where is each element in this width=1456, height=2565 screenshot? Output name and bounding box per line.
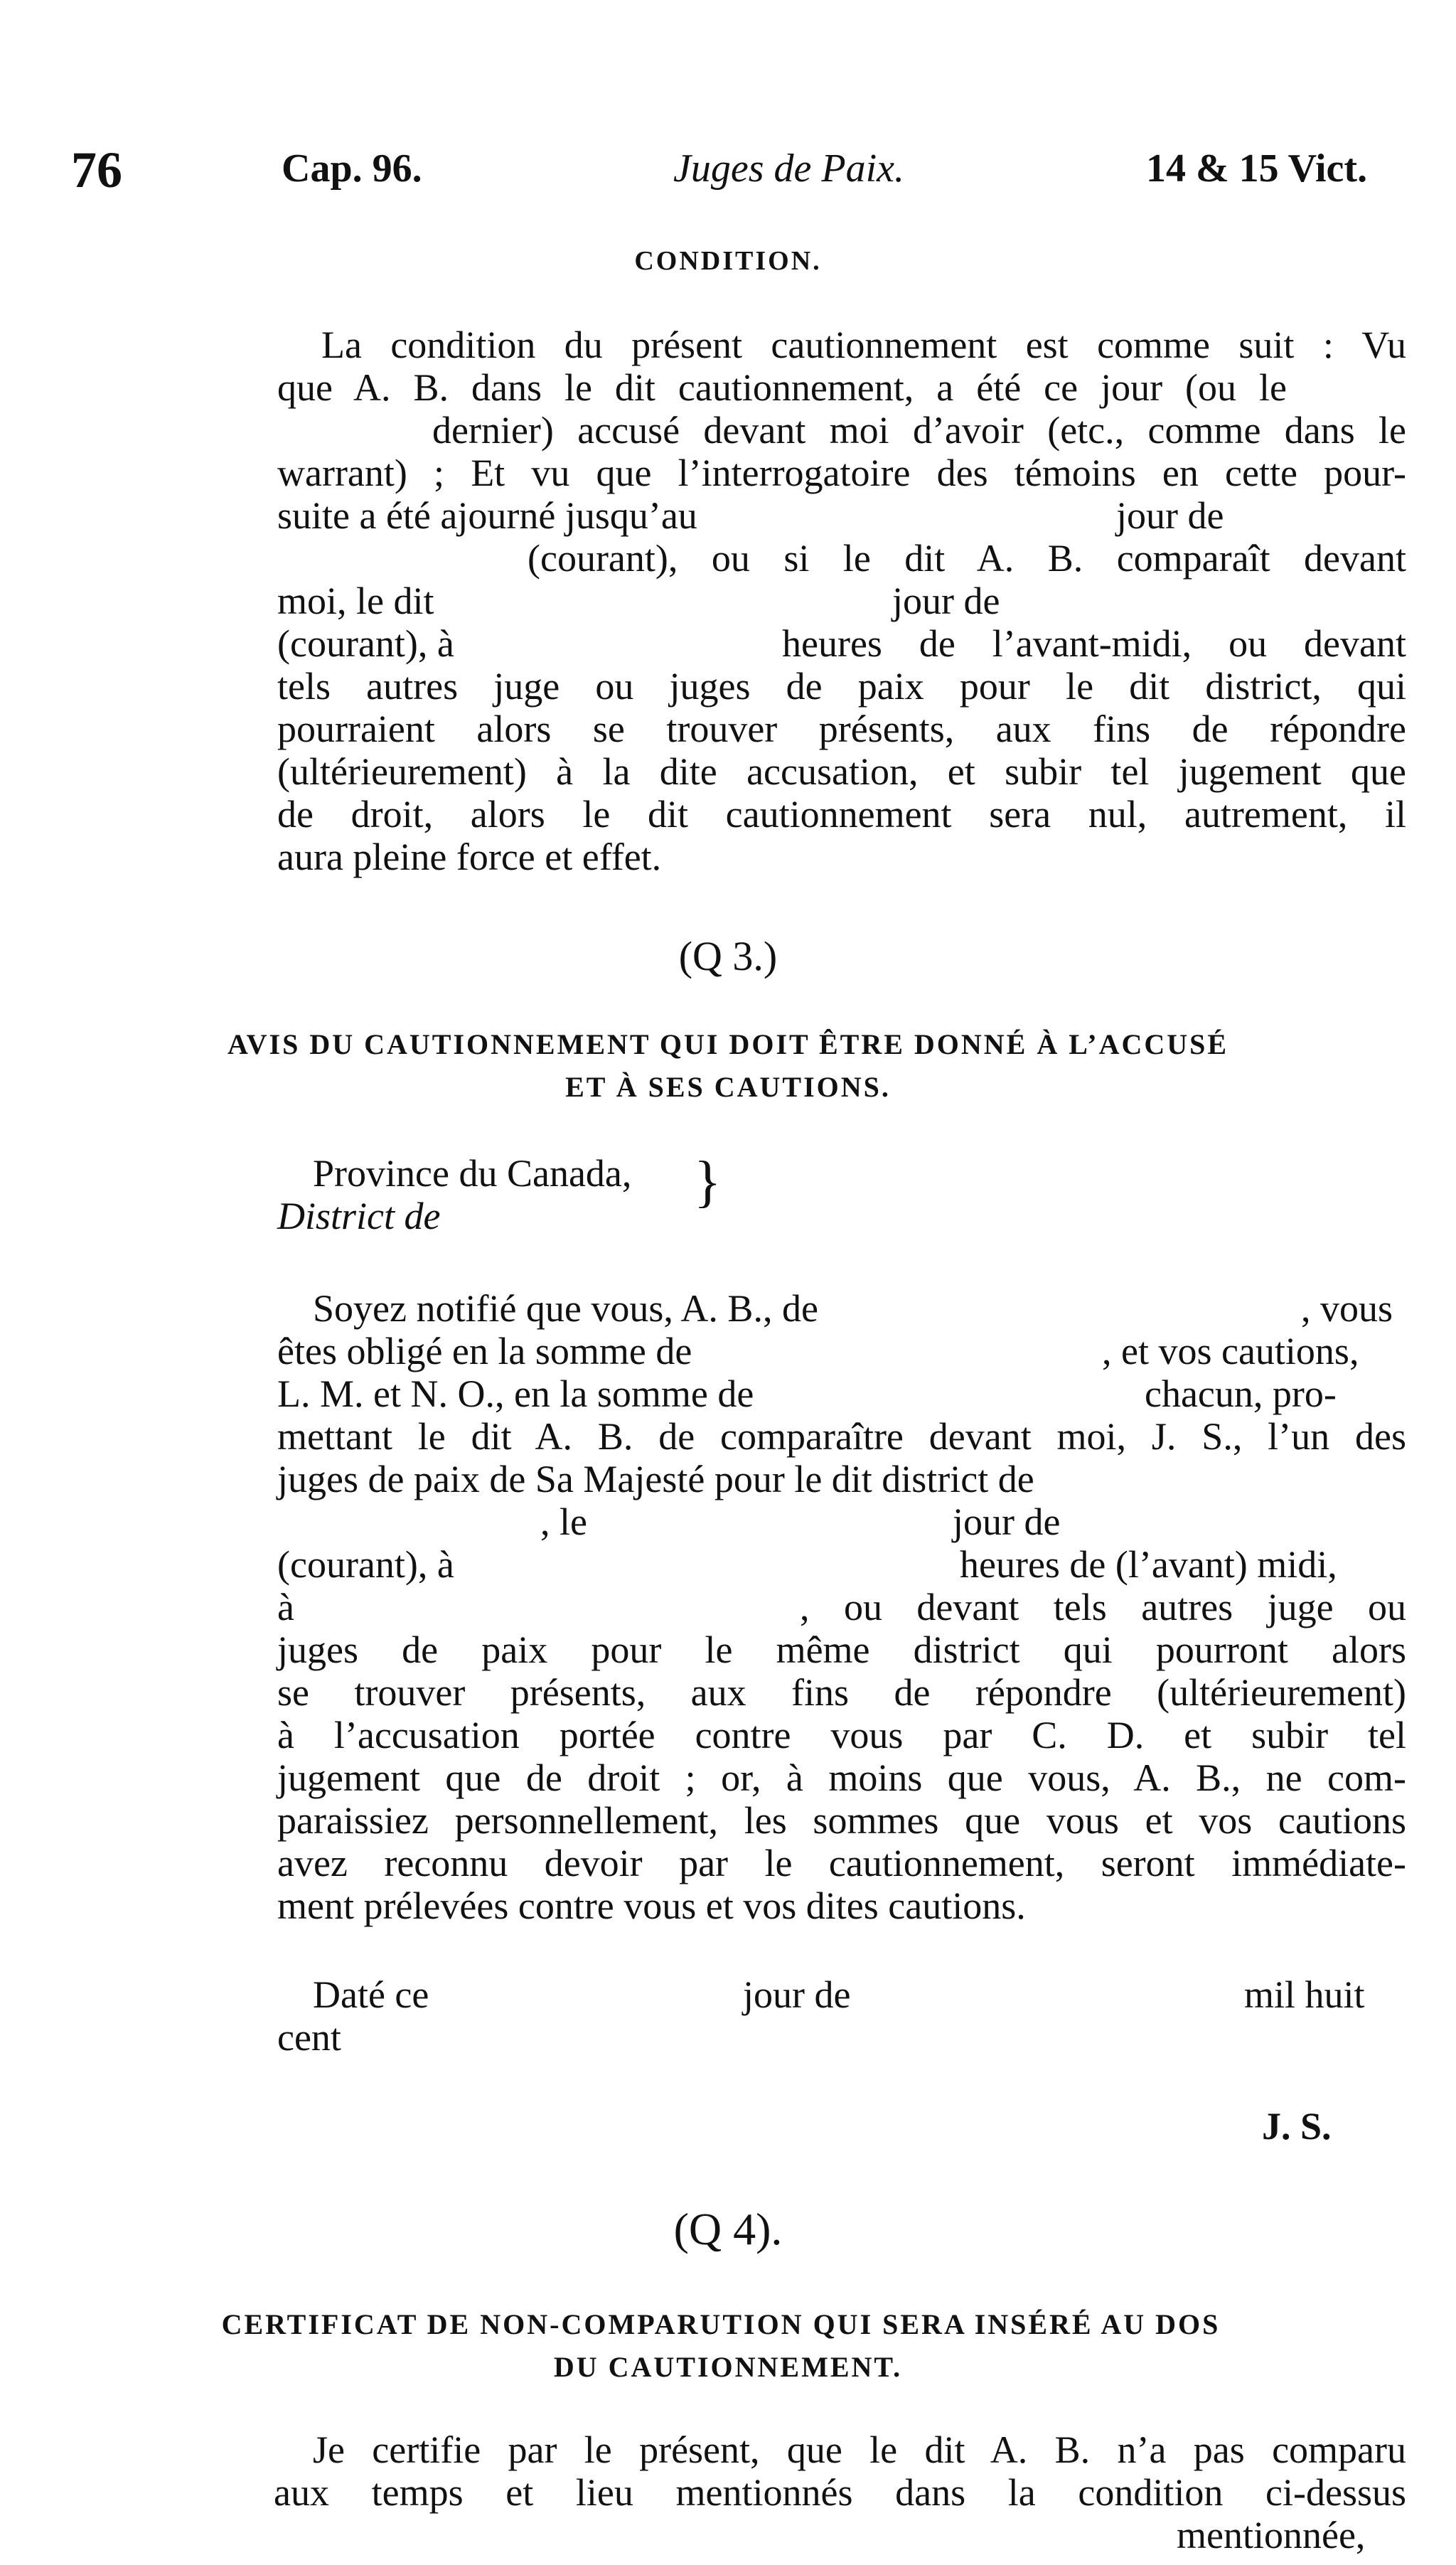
condition-line-2: que A. B. dans le dit cautionnement, a été ce jour (ou le <box>277 366 1287 409</box>
condition-line-10: pourraient alors se trouver présents, aux fins de répondre <box>277 708 1406 750</box>
q4-label: (Q 4). <box>673 2204 783 2254</box>
condition-line-8: (courant), à <box>277 622 454 665</box>
q3-line-12: jugement que de droit ; or, à moins que vous, A. B., ne com- <box>277 1756 1406 1799</box>
q3-line-1: Soyez notifié que vous, A. B., de <box>313 1287 818 1330</box>
q3-line-9: juges de paix pour le même district qui pourront alors <box>277 1628 1406 1671</box>
condition-line-4: warrant) ; Et vu que l’interrogatoire des témoins en cette pour- <box>277 452 1406 494</box>
brace-glyph: } <box>694 1151 722 1213</box>
date-day-label: jour de <box>743 1973 851 2016</box>
q3-line-13: paraissiez personnellement, les sommes que vous et vos cautions <box>277 1799 1406 1842</box>
q3-line-3: L. M. et N. O., en la somme de <box>277 1372 754 1415</box>
condition-line-3: dernier) accusé devant moi d’avoir (etc., comme dans le <box>432 409 1406 452</box>
district-label: District de <box>277 1195 441 1237</box>
q3-label: (Q 3.) <box>678 933 778 979</box>
date-year-label: mil huit <box>1244 1973 1365 2016</box>
q3-heading-2: ET À SES CAUTIONS. <box>565 1071 891 1103</box>
page-number: 76 <box>71 142 122 198</box>
condition-line-5b: jour de <box>1116 494 1224 537</box>
q3-line-8: à <box>277 1586 294 1628</box>
q3-line-15: ment prélevées contre vous et vos dites cautions. <box>277 1884 1026 1927</box>
q3-line-6: , le <box>540 1500 587 1543</box>
q3-line-5: juges de paix de Sa Majesté pour le dit district de <box>277 1458 1034 1500</box>
condition-line-9: tels autres juge ou juges de paix pour le dit district, qui <box>277 665 1406 708</box>
condition-line-6: (courant), ou si le dit A. B. comparaît devant <box>528 537 1406 580</box>
province-label: Province du Canada, <box>313 1152 632 1195</box>
condition-line-7: moi, le dit <box>277 580 434 622</box>
q3-line-2b: , et vos cautions, <box>1102 1330 1359 1372</box>
q3-line-10: se trouver présents, aux fins de répondre (ultérieurement) <box>277 1671 1406 1714</box>
q4-line-3: mentionnée, <box>1177 2514 1366 2556</box>
q4-heading-2: DU CAUTIONNEMENT. <box>553 2351 903 2383</box>
condition-line-8b: heures de l’avant-midi, ou devant <box>782 622 1406 665</box>
q3-line-11: à l’accusation portée contre vous par C. D. et subir tel <box>277 1714 1406 1756</box>
condition-line-13: aura pleine force et effet. <box>277 836 662 878</box>
q3-line-1b: , vous <box>1301 1287 1393 1330</box>
q4-line-1: Je certifie par le présent, que le dit A. B. n’a pas comparu <box>313 2428 1406 2471</box>
condition-line-7b: jour de <box>892 580 1000 622</box>
q3-line-3b: chacun, pro- <box>1145 1372 1337 1415</box>
condition-line-1: La condition du présent cautionnement est comme suit : Vu <box>321 324 1406 366</box>
signature: J. S. <box>1262 2105 1332 2148</box>
running-title: Juges de Paix. <box>673 146 904 191</box>
condition-line-5: suite a été ajourné jusqu’au <box>277 494 697 537</box>
condition-heading: CONDITION. <box>634 246 822 276</box>
q3-line-2: êtes obligé en la somme de <box>277 1330 692 1372</box>
date-year-label-2: cent <box>277 2016 341 2059</box>
q3-line-8b: , ou devant tels autres juge ou <box>800 1586 1406 1628</box>
q3-heading-1: AVIS DU CAUTIONNEMENT QUI DOIT ÊTRE DONNÉ À L’ACCUSÉ <box>227 1028 1229 1060</box>
q3-line-6b: jour de <box>953 1500 1061 1543</box>
chapter-label: Cap. 96. <box>282 146 422 191</box>
q4-line-2: aux temps et lieu mentionnés dans la condition ci-dessus <box>274 2471 1406 2514</box>
condition-line-12: de droit, alors le dit cautionnement sera nul, autrement, il <box>277 793 1406 836</box>
condition-line-11: (ultérieurement) à la dite accusation, et subir tel jugement que <box>277 750 1406 793</box>
q3-line-7: (courant), à <box>277 1543 454 1586</box>
q3-line-4: mettant le dit A. B. de comparaître devant moi, J. S., l’un des <box>277 1415 1406 1458</box>
q3-line-14: avez reconnu devoir par le cautionnement, seront immédiate- <box>277 1842 1406 1884</box>
q4-heading-1: CERTIFICAT DE NON-COMPARUTION QUI SERA INSÉRÉ AU DOS <box>221 2308 1221 2340</box>
date-label: Daté ce <box>313 1973 429 2016</box>
q3-line-7b: heures de (l’avant) midi, <box>960 1543 1337 1586</box>
regnal-year: 14 & 15 Vict. <box>1146 146 1368 191</box>
